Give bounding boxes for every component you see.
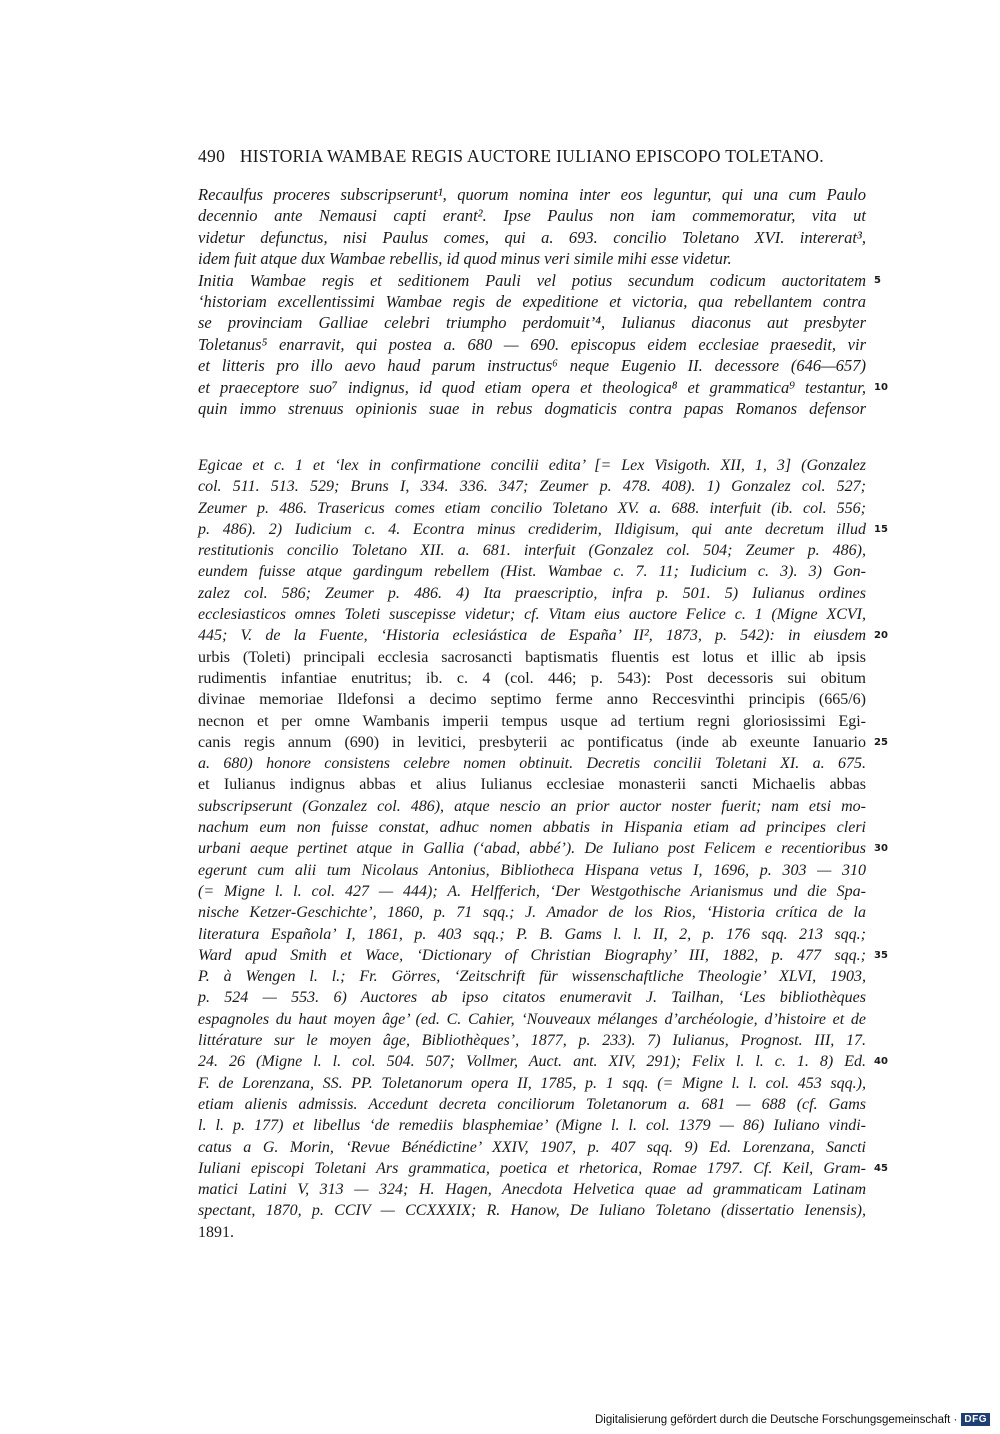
text-line xyxy=(198,227,866,248)
footnote-line xyxy=(198,838,888,859)
footnote-line xyxy=(198,1094,866,1115)
footnote-line-text: spectant, 1870, p. CCIV — CCXXXIX; R. Hanow, De Iuliano Toletano (dissertatio Ienensis), xyxy=(198,1202,866,1220)
footnote-line-text: subscripserunt (Gonzalez col. 486), atque nescio an prior auctor noster fuerit; nam etsi mo- xyxy=(198,797,866,815)
line-number: 20 xyxy=(874,630,888,642)
line-number: 45 xyxy=(874,1162,888,1174)
footnote-line xyxy=(198,966,866,987)
text-line xyxy=(198,398,866,419)
footnote-line-text: 24. 26 (Migne l. l. col. 504. 507; Vollmer, Auct. ant. XIV, 291); Felix l. l. c. 1. 8) Ed. xyxy=(198,1053,866,1071)
footnote-line-text: literatura Española’ I, 1861, p. 403 sqq.; P. B. Gams l. l. II, 2, p. 176 sqq. 213 sqq.; xyxy=(198,925,866,943)
footnote-line-text: restitutionis concilio Toletano XII. a. 681. interfuit (Gonzalez col. 504; Zeumer p. 486), xyxy=(198,542,866,560)
footnote-line-text: nachum eum non fuisse constat, adhuc nomen abbatis in Hispania etiam ad principes cleri xyxy=(198,819,866,837)
text-line xyxy=(198,205,866,226)
footnote-line xyxy=(198,476,866,497)
footnote-line-text: eundem fuisse atque gardingum rebellem (Hist. Wambae c. 7. 11; Iudicium c. 3). 3) Gon- xyxy=(198,563,866,581)
text-line-text: Toletanus⁵ enarravit, qui postea a. 680 — 690. episcopus eidem ecclesiae praesedit, vir xyxy=(198,334,866,354)
footnote-line-text: catus a G. Morin, ‘Revue Bénédictine’ XXIV, 1907, p. 407 sqq. 9) Ed. Lorenzana, Sancti xyxy=(198,1138,866,1156)
text-line xyxy=(198,334,866,355)
footnote-line-text: nische Ketzer-Geschichte’, 1860, p. 71 sqq.; J. Amador de los Rios, ‘Historia crítica de la xyxy=(198,904,866,922)
dfg-logo: DFG xyxy=(961,1413,990,1426)
digitization-credit xyxy=(595,1413,990,1426)
footnote-line-text: (= Migne l. l. col. 427 — 444); A. Helfferich, ‘Der Westgothische Arianismus und die Spa- xyxy=(198,882,866,900)
footnote-line xyxy=(198,945,888,966)
footnote-line xyxy=(198,647,866,668)
footnote-line xyxy=(198,1179,866,1200)
footnote-line xyxy=(198,455,866,476)
footnote-line-text: et Iulianus indignus abbas et alius Iulianus ecclesiae monasterii sancti Michaelis abbas xyxy=(198,776,866,794)
credit-text: Digitalisierung gefördert durch die Deutsche Forschungsgemeinschaft · xyxy=(594,1413,958,1426)
footnote-line-text: Egicae et c. 1 et ‘lex in confirmatione concilii edita’ [= Lex Visigoth. XII, 1, 3] (Gonzalez xyxy=(198,457,866,474)
footnote-line-text: P. à Wengen l. l.; Fr. Görres, ‘Zeitschrift für wissenschaftliche Theologie’ XLVI, 1903, xyxy=(198,968,866,986)
footnote-line xyxy=(198,732,888,753)
footnote-line xyxy=(198,604,866,625)
footnote-line-text: egerunt cum alii tum Nicolaus Antonius, Bibliotheca Hispana vetus I, 1696, p. 303 — 310 xyxy=(198,861,866,879)
footnote-line xyxy=(198,689,866,710)
footnote-line xyxy=(198,817,866,838)
footnote-line-text: p. 486). 2) Iudicium c. 4. Econtra minus crediderim, Ildigisum, qui ante decretum illud xyxy=(198,520,866,538)
line-number: 35 xyxy=(874,949,888,961)
footnote-line-text: Ward apud Smith et Wace, ‘Dictionary of Christian Biography’ III, 1882, p. 477 sqq.; xyxy=(198,946,866,964)
text-line-text: et praeceptore suo⁷ indignus, id quod etiam opera et theologica⁸ et grammatica⁹ testantur, xyxy=(198,377,866,397)
text-line xyxy=(198,184,866,205)
line-number: 5 xyxy=(874,274,881,286)
footnote-line-text: 1891. xyxy=(198,1223,234,1241)
text-line xyxy=(198,377,888,398)
footnote-line xyxy=(198,1051,888,1072)
footnote-line-text: l. l. p. 177) et libellus ‘de remediis blasphemiae’ (Migne l. l. col. 1379 — 86) Iuliano vindi- xyxy=(198,1117,866,1135)
footnote-line-text: canis regis annum (690) in levitici, presbyterii ac pontificatus (inde ab exeunte Ianuario xyxy=(198,733,866,751)
line-number: 10 xyxy=(874,381,888,393)
footnote-line-text: rudimentis infantiae enutritus; ib. c. 4 (col. 446; p. 543): Post decessoris sui obitum xyxy=(198,669,866,687)
text-line-text: et litteris pro illo aevo haud parum instructus⁶ neque Eugenio II. decessore (646—657) xyxy=(198,356,866,376)
footnote-line xyxy=(198,924,866,945)
footnote-line-text: col. 511. 513. 529; Bruns I, 334. 336. 347; Zeumer p. 478. 408). 1) Gonzalez col. 527; xyxy=(198,478,866,496)
footnote-line xyxy=(198,1222,866,1243)
footnote-line xyxy=(198,1158,888,1179)
footnote-line xyxy=(198,987,866,1008)
footnote-line xyxy=(198,902,866,923)
footnote-line xyxy=(198,1137,866,1158)
footnote-line xyxy=(198,860,866,881)
footnote-line xyxy=(198,711,866,732)
footnote-line-text: necnon et per omne Wambanis imperii tempus usque ad tertium regni gloriosissimi Egi- xyxy=(198,712,866,730)
text-line xyxy=(198,248,866,269)
line-number: 15 xyxy=(874,523,888,535)
footnote-line-text: F. de Lorenzana, SS. PP. Toletanorum opera II, 1785, p. 1 sqq. (= Migne l. l. col. 453 sqq.), xyxy=(198,1074,866,1092)
footnote-line-text: divinae memoriae Ildefonsi a decimo septimo ferme anno Reccesvinthi principis (665/6) xyxy=(198,691,866,709)
text-line-text: ‘historiam excellentissimi Wambae regis de expeditione et victoria, qua rebellantem contra xyxy=(198,291,866,311)
footnote-line xyxy=(198,774,866,795)
text-line xyxy=(198,355,866,376)
main-text xyxy=(198,184,888,419)
footnote-line-text: p. 524 — 553. 6) Auctores ab ipso citatos enumeravit J. Tailhan, ‘Les bibliothèques xyxy=(198,989,866,1007)
text-line-text: quin immo strenuus opinionis suae in rebus dogmaticis contra papas Romanos defensor xyxy=(198,398,866,418)
running-header xyxy=(198,146,858,167)
text-line xyxy=(198,291,866,312)
footnote-line xyxy=(198,1115,866,1136)
footnote-line-text: ecclesiasticos omnes Toleti suscepisse videtur; cf. Vitam eius auctore Felice c. 1 (Migne XCVI, xyxy=(198,606,866,624)
footnote-line xyxy=(198,561,866,582)
line-number: 25 xyxy=(874,736,888,748)
footnote-line xyxy=(198,1073,866,1094)
line-number: 40 xyxy=(874,1056,888,1068)
footnote-line xyxy=(198,1009,866,1030)
footnote-line xyxy=(198,583,866,604)
text-line-text: idem fuit atque dux Wambae rebellis, id quod minus veri simile mihi esse videtur. xyxy=(198,249,732,269)
footnotes xyxy=(198,455,888,1243)
footnote-line-text: a. 680) honore consistens celebre nomen obtinuit. Decretis concilii Toletani XI. a. 675. xyxy=(198,755,866,773)
footnote-line xyxy=(198,753,866,774)
footnote-line xyxy=(198,519,888,540)
text-line xyxy=(198,270,881,291)
footnote-line xyxy=(198,1030,866,1051)
footnote-line xyxy=(198,540,866,561)
line-number: 30 xyxy=(874,843,888,855)
text-line-text: Recaulfus proceres subscripserunt¹, quorum nomina inter eos leguntur, qui una cum Paulo xyxy=(198,185,866,204)
footnote-line-text: urbis (Toleti) principali ecclesia sacrosancti baptismatis fluentis est lotus et illic ab ipsis xyxy=(198,648,866,666)
footnote-line-text: zalez col. 586; Zeumer p. 486. 4) Ita praescriptio, infra p. 501. 5) Iulianus ordines xyxy=(198,584,866,602)
running-title: HISTORIA WAMBAE REGIS AUCTORE IULIANO EPISCOPO TOLETANO. xyxy=(239,146,824,166)
footnote-line xyxy=(198,625,888,646)
footnote-line-text: matici Latini V, 313 — 324; H. Hagen, Anecdota Helvetica quae ad grammaticam Latinam xyxy=(198,1181,866,1199)
footnote-line xyxy=(198,668,866,689)
text-line-text: decennio ante Nemausi capti erant². Ipse Paulus non iam commemoratur, vita ut xyxy=(198,206,866,226)
text-line-text: Initia Wambae regis et seditionem Pauli vel potius secundum codicum auctoritatem xyxy=(198,270,866,290)
page-number: 490 xyxy=(198,146,226,166)
footnote-line-text: 445; V. de la Fuente, ‘Historia eclesiástica de España’ II², 1873, p. 542): in eiusdem xyxy=(198,627,866,645)
text-line-text: videtur defunctus, nisi Paulus comes, qui a. 693. concilio Toletano XVI. intererat³, xyxy=(198,227,866,247)
footnote-line xyxy=(198,498,866,519)
footnote-line-text: Iuliani episcopi Toletani Ars grammatica, poetica et rhetorica, Romae 1797. Cf. Keil, Gram- xyxy=(198,1159,866,1177)
footnote-line xyxy=(198,881,866,902)
footnote-line xyxy=(198,796,866,817)
text-line xyxy=(198,312,866,333)
footnote-line xyxy=(198,1200,866,1221)
footnote-line-text: Zeumer p. 486. Trasericus comes etiam concilio Toletano XV. a. 688. interfuit (ib. col. 556; xyxy=(198,499,866,517)
text-line-text: se provinciam Galliae celebri triumpho perdomuit’⁴, Iulianus diaconus aut presbyter xyxy=(198,313,866,333)
footnote-line-text: espagnoles du haut moyen âge’ (ed. C. Cahier, ‘Nouveaux mélanges d’archéologie, d’histoire et de xyxy=(198,1010,866,1028)
footnote-line-text: etiam alienis admissis. Accedunt decreta conciliorum Toletanorum a. 681 — 688 (cf. Gams xyxy=(198,1095,866,1113)
footnote-line-text: urbani aeque pertinet atque in Gallia (‘abad, abbé’). De Iuliano post Felicem e recentioribus xyxy=(198,840,866,858)
footnote-line-text: littérature sur le moyen âge, Bibliothèques’, 1877, p. 233). 7) Iulianus, Prognost. III, 17. xyxy=(198,1032,866,1050)
